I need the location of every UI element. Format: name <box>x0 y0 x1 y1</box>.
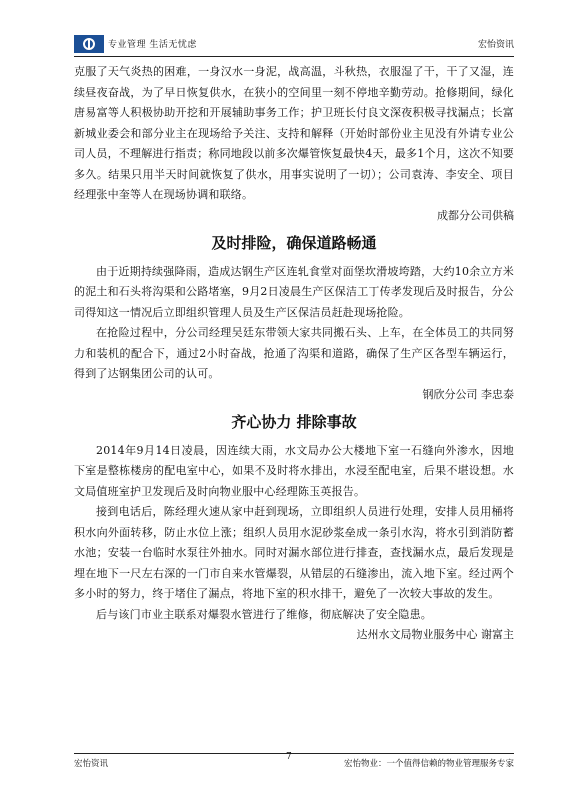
section2-title: 及时排险，确保道路畅通 <box>211 233 377 252</box>
page-number: 7 <box>286 752 292 762</box>
header-publication-name: 宏怡资讯 <box>477 40 514 50</box>
article-body <box>74 62 514 645</box>
header-slogan: 专业管理 生活无忧虑 <box>108 40 197 50</box>
section1-signature: 成都分公司供稿 <box>437 208 514 222</box>
logo-mark <box>83 38 95 50</box>
section3-signature: 达州水文局物业服务中心 谢富主 <box>356 628 514 641</box>
footer-publication-name: 宏怡资讯 <box>74 759 109 769</box>
section2-paragraph-1: 由于近期持续强降雨，造成达钢生产区连轧食堂对面堡坎滑坡垮踏，大约10余立方米的泥土和石头将沟渠和公路堵塞，9月2日凌晨生产区保洁工丁传孝发现后及时报告，分公司得知这一情况后立即组织管理人员及生产区保洁员赶赴现场抢险。 <box>74 264 514 319</box>
page-header <box>74 34 514 57</box>
section3-title: 齐心协力 排除事故 <box>231 412 357 431</box>
section3-paragraph-3: 后与该门市业主联系对爆裂水管进行了维修，彻底解决了安全隐患。 <box>96 607 432 621</box>
section3-paragraph-1: 2014年9月14日凌晨，因连续大雨，水文局办公大楼地下室一石缝向外渗水，因地下室是整栋楼房的配电室中心，如果不及时将水排出，水浸至配电室，后果不堪设想。水文局值班室护卫发现后及时向物业服中心经理陈玉英报告。 <box>74 443 514 498</box>
company-logo-icon <box>74 35 104 53</box>
section2-signature: 钢欣分公司 李忠泰 <box>422 387 514 401</box>
section1-paragraph: 克服了天气炎热的困难，一身汉水一身泥，战高温，斗秋热，衣服湿了干，干了又湿，连续昼夜奋战，为了早日恢复供水，在狭小的空间里一刻不停地辛勤劳动。抢修期间，绿化唐易富等人积极协助开挖和开展辅助事务工作；护卫班长付良文深夜积极寻找漏点；长富新城业委会和部分业主在现场给予关注、支持和解释（开始时部份业主见没有外请专业公司人员，不理解进行指责；称同地段以前多次爆管恢复最快4天，最多1个月，这次不知要多久。结果只用半天时间就恢复了供水，用事实说明了一切）；公司袁涛、李安全、项目经理张中奎等人在现场协调和联络。 <box>74 65 514 201</box>
page-footer <box>74 753 514 768</box>
footer-slogan: 宏怡物业：一个值得信赖的物业管理服务专家 <box>343 759 514 769</box>
section3-paragraph-2: 接到电话后，陈经理火速从家中赶到现场，立即组织人员进行处理，安排人员用桶将积水向外面转移，防止水位上涨；组织人员用水泥砂浆垒成一条引水沟，将水引到消防蓄水池；安装一台临时水泵往外抽水。同时对漏水部位进行排查，查找漏水点，最后发现是埋在地下一尺左右深的一门市自来水管爆裂，从错层的石缝渗出，流入地下室。经过两个多小时的努力，终于堵住了漏点，将地下室的积水排干，避免了一次较大事故的发生。 <box>74 505 514 600</box>
section2-paragraph-2: 在抢险过程中，分公司经理吴廷东带领大家共同搬石头、上车，在全体员工的共同努力和装机的配合下，通过2小时奋战，抢通了沟渠和道路，确保了生产区各型车辆运行，得到了达钢集团公司的认可。 <box>74 326 514 380</box>
